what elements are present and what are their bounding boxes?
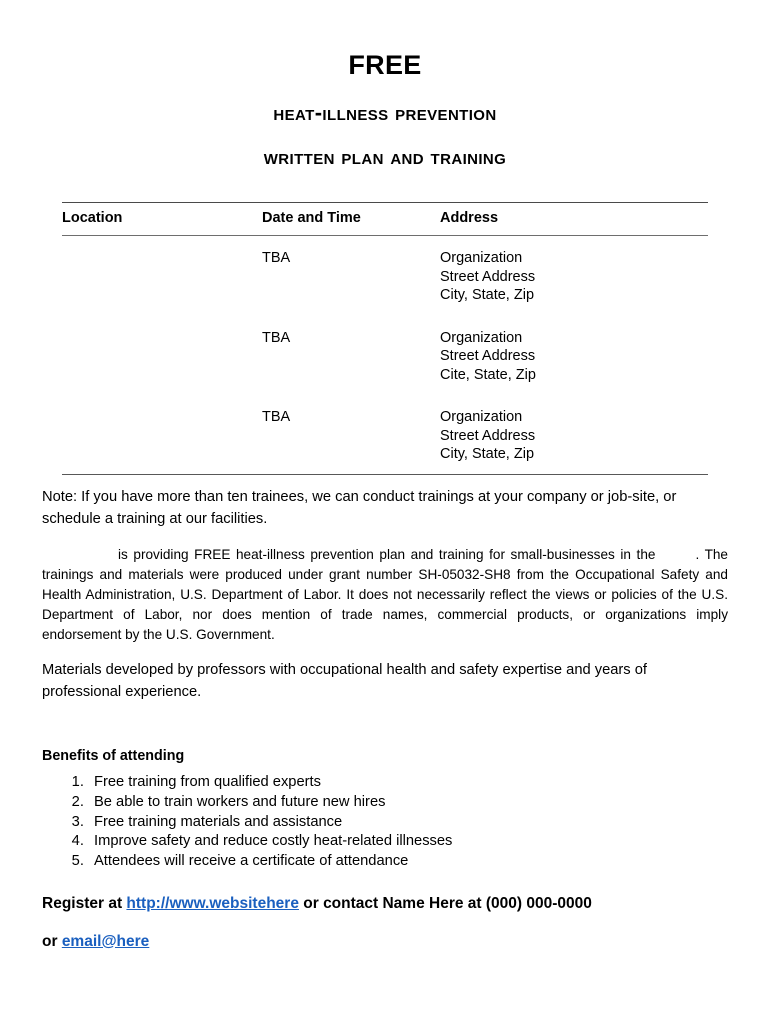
list-item: 5. Attendees will receive a certificate of attendance	[88, 852, 728, 872]
email-link[interactable]: email@here	[61, 932, 150, 950]
address-organization: Organization	[440, 250, 523, 266]
page-title-program: written plan and training	[263, 144, 507, 169]
cell-location	[62, 408, 262, 474]
list-item: 2. Be able to train workers and future new hires	[88, 793, 728, 813]
list-item: 3. Free training materials and assistance	[88, 813, 728, 833]
cell-location	[62, 249, 262, 329]
cell-address	[440, 249, 708, 329]
benefits-list	[42, 773, 728, 871]
table-header-row	[62, 203, 708, 236]
register-email-line	[42, 934, 728, 950]
schedule-table-body	[62, 236, 708, 475]
page-title-subject: heat-illness prevention	[273, 100, 497, 125]
table-row	[62, 249, 708, 329]
register-line	[42, 896, 728, 912]
address-street: Street Address	[440, 268, 536, 285]
register-prefix-label: Register at	[42, 895, 127, 913]
address-city-state-zip: City, State, Zip	[440, 287, 535, 304]
benefits-heading: Benefits of attending	[42, 748, 185, 765]
address-organization: Organization	[440, 329, 523, 346]
materials-paragraph: Materials developed by professors with occupational health and safety expertise and years of professional experience.	[42, 661, 647, 701]
schedule-table-wrapper	[62, 202, 708, 475]
cell-address	[440, 408, 708, 474]
cell-location	[62, 329, 262, 409]
address-city-state-zip: Cite, State, Zip	[440, 366, 536, 383]
page-title-free: FREE	[348, 50, 422, 80]
column-header-address: Address	[440, 210, 499, 226]
column-header-location: Location	[62, 210, 123, 226]
cell-date-time: TBA	[262, 329, 291, 346]
table-top-spacer	[62, 236, 708, 250]
spacer-cell-address	[440, 236, 708, 250]
address-organization: Organization	[440, 409, 523, 426]
grant-disclaimer-paragraph	[42, 545, 728, 645]
schedule-table-header	[62, 203, 708, 236]
table-row	[62, 329, 708, 409]
spacer-cell-location	[62, 236, 262, 250]
document-title-block	[42, 0, 728, 168]
column-header-date-time: Date and Time	[262, 210, 361, 226]
list-item: 1. Free training from qualified experts	[88, 773, 728, 793]
address-street: Street Address	[440, 427, 536, 444]
cell-date-time: TBA	[262, 409, 291, 426]
register-or-label: or	[42, 932, 62, 950]
table-row	[62, 408, 708, 474]
website-link[interactable]: http://www.websitehere	[126, 895, 299, 913]
register-contact-label: or contact Name Here at (000) 000-0000	[298, 895, 592, 913]
note-paragraph: Note: If you have more than ten trainees, we can conduct trainings at your company or job-site, or schedule a training at our facilities.	[42, 488, 677, 528]
disclaimer-text-part2: . The trainings and materials were produced under grant number SH-05032-SH8 from the Occupational Safety and Health Administration, U.S. Department of Labor. It does not necessarily reflect the views or policies of the U.S. Department of Labor, nor does mention of trade names, commercial products, or organizations imply endorsement by the U.S. Government.	[42, 547, 728, 643]
address-city-state-zip: City, State, Zip	[440, 446, 535, 463]
list-item: 4. Improve safety and reduce costly heat-related illnesses	[88, 832, 728, 852]
address-street: Street Address	[440, 348, 536, 365]
cell-date-time: TBA	[262, 250, 291, 266]
disclaimer-text-part1: is providing FREE heat-illness prevention plan and training for small-businesses in the	[118, 547, 656, 563]
cell-address	[440, 329, 708, 409]
schedule-table	[62, 202, 708, 475]
spacer-cell-date	[262, 236, 440, 250]
